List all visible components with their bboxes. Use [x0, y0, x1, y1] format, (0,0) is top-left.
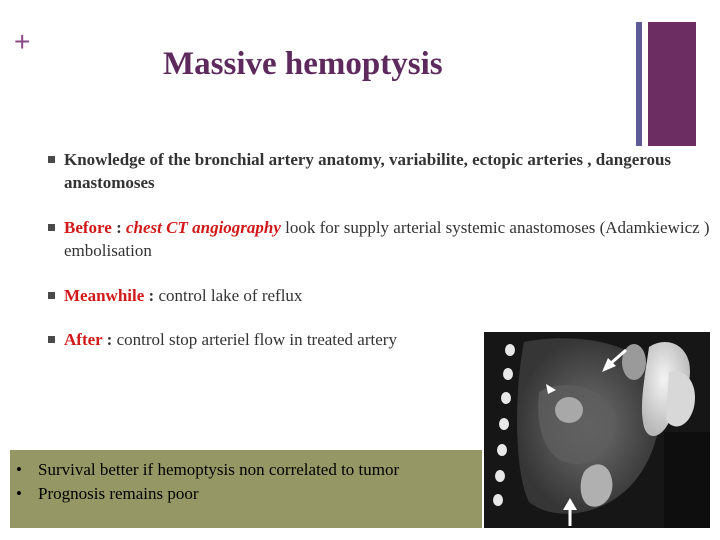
ct-angiography-highlight: chest CT angiography — [126, 218, 281, 237]
before-label: Before — [64, 218, 112, 237]
decorative-bar-thin — [636, 22, 642, 146]
plus-icon: + — [14, 26, 31, 57]
decorative-bar-thick — [648, 22, 696, 146]
bullet-meanwhile-text — [64, 284, 716, 307]
bullet-anatomy — [48, 148, 716, 194]
bullet-before-text — [64, 216, 716, 262]
bullet-anatomy-text: Knowledge of the bronchial artery anatomy, variabilite, ectopic arteries , dangerous anastomoses — [64, 150, 672, 192]
after-label: After — [64, 330, 103, 349]
before-colon: : — [111, 218, 127, 237]
before-description: look for supply arterial systemic anastomoses (Adamkiewicz ) embolisation — [64, 218, 710, 260]
summary-list — [10, 450, 482, 506]
square-bullet-icon — [48, 224, 55, 231]
square-bullet-icon — [48, 292, 55, 299]
summary-item-prognosis: • Prognosis remains poor — [38, 482, 482, 506]
after-colon: : — [102, 330, 117, 349]
summary-box — [10, 450, 482, 528]
square-bullet-icon — [48, 156, 55, 163]
bullet-before — [48, 216, 716, 262]
meanwhile-colon: : — [144, 286, 159, 305]
after-description: control stop arteriel flow in treated artery — [116, 330, 397, 349]
ct-scan-image — [484, 332, 710, 528]
meanwhile-label: Meanwhile — [64, 286, 145, 305]
square-bullet-icon — [48, 336, 55, 343]
slide-title: Massive hemoptysis — [163, 46, 443, 82]
bullet-meanwhile — [48, 284, 716, 307]
ct-scan-graphic — [484, 332, 710, 528]
summary-item-survival: • Survival better if hemoptysis non correlated to tumor — [38, 458, 482, 482]
meanwhile-description: control lake of reflux — [158, 286, 303, 305]
